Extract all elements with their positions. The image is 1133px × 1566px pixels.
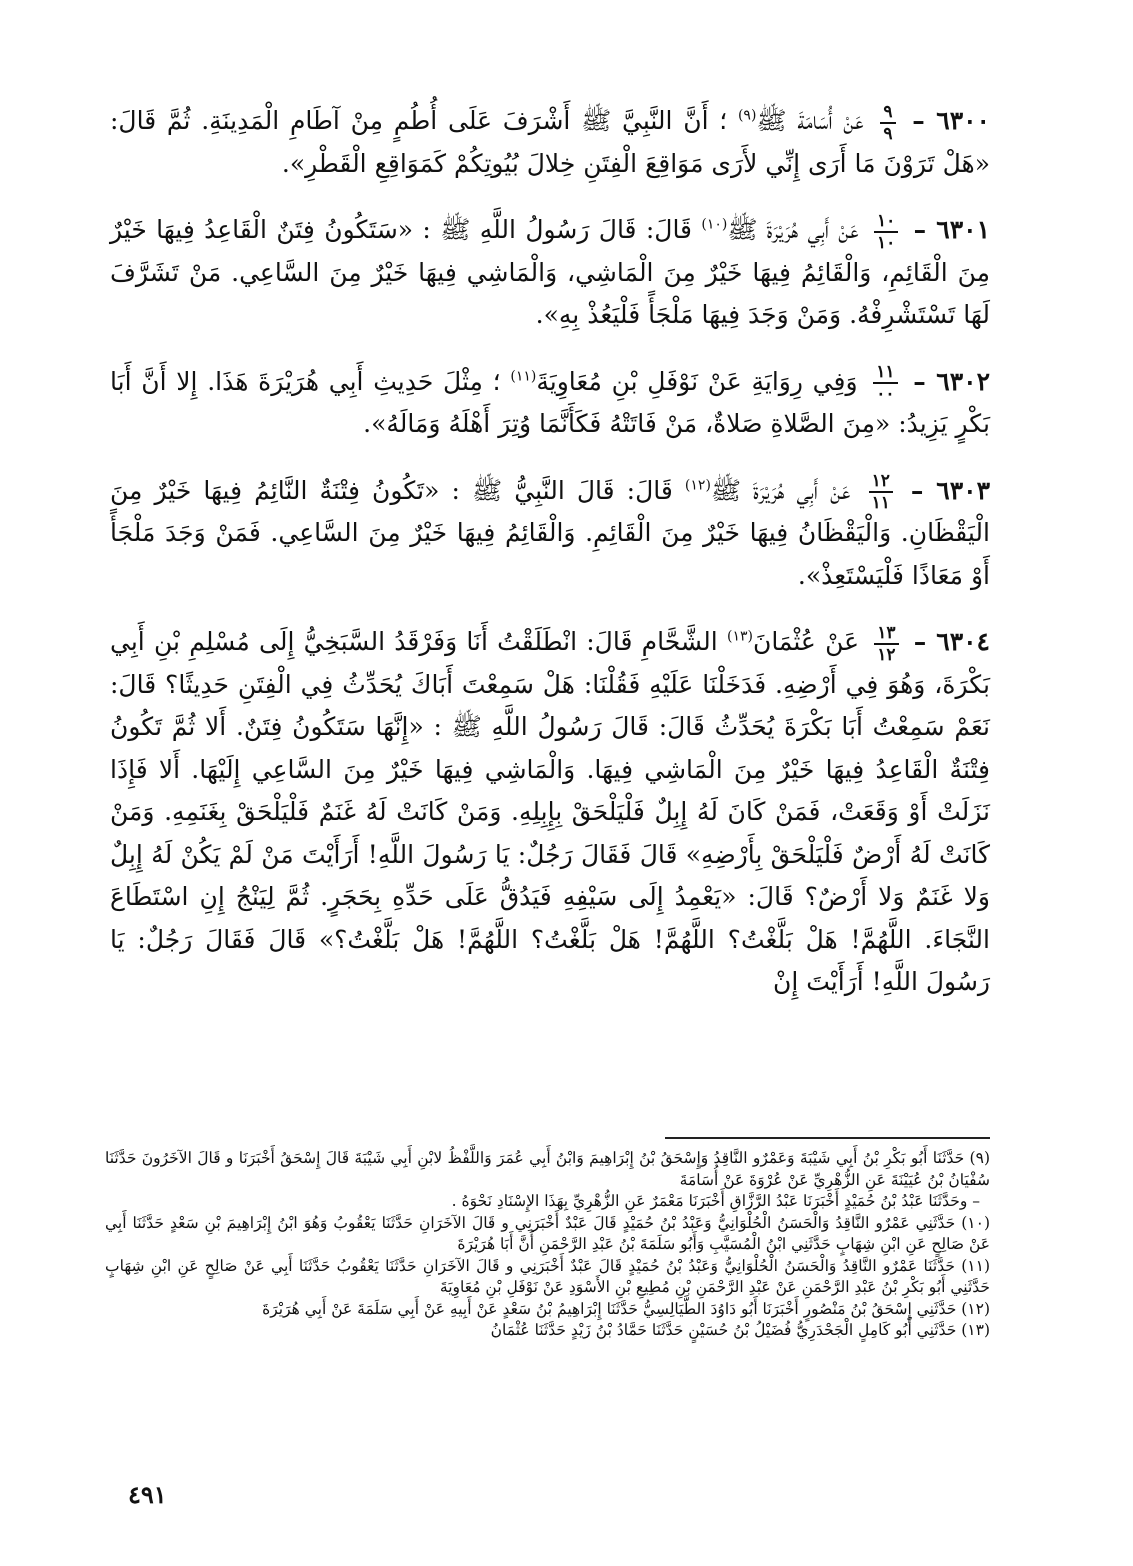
hadith-text-lead: عَنْ أَبِي هُرَيْرَةَ ﷺ: [727, 215, 859, 244]
hadith-number: ٦٣٠٢ –: [913, 366, 991, 396]
cross-reference: [873, 363, 897, 403]
footnotes: [105, 1148, 990, 1342]
footnote-9: (٩) حَدَّثَنَا أَبُو بَكْرِ بْنُ أَبِي شَيْبَةَ وَعَمْرٌو النَّاقِدُ وَإِسْحَقُ بْنُ إِبْرَاهِيمَ وَابْنُ أَبِي عُمَرَ وَاللَّفْظُ لابْنِ أَبِي شَيْبَةَ قَالَ إِسْحَقُ أَخْبَرَنَا و قَالَ الآخَرُونَ حَدَّثَنَا سُفْيَانُ بْنُ عُيَيْنَةَ عَنِ الزُّهْرِيِّ عَنْ عُرْوَةَ عَنْ أُسَامَةَ: [105, 1149, 990, 1189]
footnote-10: (١٠) حَدَّثَنِي عَمْرٌو النَّاقِدُ وَالْحَسَنُ الْحُلْوَانِيُّ وَعَبْدُ بْنُ حُمَيْدٍ قَالَ عَبْدٌ أَخْبَرَنِي و قَالَ الآخَرَانِ حَدَّثَنَا يَعْقُوبُ وَهُوَ ابْنُ إِبْرَاهِيمَ بْنِ سَعْدٍ حَدَّثَنَا أَبِي عَنْ صَالِحٍ عَنِ ابْنِ شِهَابٍ حَدَّثَنِي ابْنُ الْمُسَيَّبِ وَأَبُو سَلَمَةَ بْنُ عَبْدِ الرَّحْمَنِ أَنَّ أَبَا هُرَيْرَةَ: [105, 1213, 990, 1253]
cross-reference-top: ١٣: [874, 624, 898, 645]
hadith-text: ؛ مِثْلَ حَدِيثِ أَبِي هُرَيْرَةَ هَذَا. إِلا أَنَّ أَبَا بَكْرٍ يَزِيدُ: «مِنَ الصَّلاةِ صَلاةٌ، مَنْ فَاتَتْهُ فَكَأَنَّمَا وُتِرَ أَهْلَهُ وَمَالَهُ».: [110, 366, 990, 438]
page-number: ٤٩١: [128, 1480, 167, 1509]
hadith-text-lead: عَنْ أَبِي هُرَيْرَةَ ﷺ: [710, 475, 851, 505]
footnote-13: (١٣) حَدَّثَنِي أَبُو كَامِلٍ الْجَحْدَرِيُّ فُضَيْلُ بْنُ حُسَيْنٍ حَدَّثَنَا حَمَّادُ بْنُ زَيْدٍ حَدَّثَنَا عُثْمَانُ: [490, 1321, 990, 1339]
hadith-number: ٦٣٠١ –: [913, 215, 990, 244]
hadith-text: قَالَ: قَالَ النَّبِيُّ ﷺ : «تَكُونُ فِتْنَةٌ النَّائِمُ فِيهَا خَيْرٌ مِنَ الْيَقْظَانِ. وَالْيَقْظَانُ فِيهَا خَيْرٌ مِنَ الْقَائِمِ. وَالْقَائِمُ فِيهَا خَيْرٌ مِنَ السَّاعِي. فَمَنْ وَجَدَ مَلْجَأً أَوْ مَعَاذًا فَلْيَسْتَعِذْ».: [110, 475, 990, 590]
hadith-text-lead: عَنْ عُثْمَانَ: [752, 627, 860, 656]
footnote-marker: (٩): [737, 107, 757, 124]
hadith-6302: [110, 361, 990, 446]
hadith-6304: [110, 621, 990, 1004]
footnote-marker: (١٠): [701, 216, 728, 233]
cross-reference: [874, 624, 898, 664]
hadith-text: الشَّحَّامِ قَالَ: انْطَلَقْتُ أَنَا وَفَرْقَدُ السَّبَخِيُّ إِلَى مُسْلِمِ بْنِ أَبِي بَكْرَةَ، وَهُوَ فِي أَرْضِهِ. فَدَخَلْنَا عَلَيْهِ فَقُلْنَا: هَلْ سَمِعْتَ أَبَاكَ يُحَدِّثُ فِي الْفِتَنِ حَدِيثًا؟ قَالَ: نَعَمْ سَمِعْتُ أَبَا بَكْرَةَ يُحَدِّثُ قَالَ: قَالَ رَسُولُ اللَّهِ ﷺ : «إِنَّهَا سَتَكُونُ فِتَنٌ. أَلا ثُمَّ تَكُونُ فِتْنَةٌ الْقَاعِدُ فِيهَا خَيْرٌ مِنَ الْمَاشِي فِيهَا. وَالْمَاشِي فِيهَا خَيْرٌ مِنَ السَّاعِي إِلَيْهَا. أَلا فَإِذَا نَزَلَتْ أَوْ وَقَعَتْ، فَمَنْ كَانَ لَهُ إِبِلٌ فَلْيَلْحَقْ بِإِبِلِهِ. وَمَنْ كَانَتْ لَهُ غَنَمٌ فَلْيَلْحَقْ بِغَنَمِهِ. وَمَنْ كَانَتْ لَهُ أَرْضٌ فَلْيَلْحَقْ بِأَرْضِهِ» قَالَ فَقَالَ رَجُلٌ: يَا رَسُولَ اللَّهِ! أَرَأَيْتَ مَنْ لَمْ يَكُنْ لَهُ إِبِلٌ وَلا غَنَمٌ وَلا أَرْضٌ؟ قَالَ: «يَعْمِدُ إِلَى سَيْفِهِ فَيَدُقُّ عَلَى حَدِّهِ بِحَجَرٍ. ثُمَّ لِيَنْجُ إِنِ اسْتَطَاعَ النَّجَاءَ. اللَّهُمَّ! هَلْ بَلَّغْتُ؟ اللَّهُمَّ! هَلْ بَلَّغْتُ؟ اللَّهُمَّ! هَلْ بَلَّغْتُ؟» قَالَ فَقَالَ رَجُلٌ: يَا رَسُولَ اللَّهِ! أَرَأَيْتَ إِنْ: [110, 627, 990, 996]
cross-reference: [874, 212, 898, 252]
hadith-number: ٦٣٠٠ –: [912, 106, 990, 135]
cross-reference: [869, 472, 893, 512]
footnote-11: (١١) حَدَّثَنَا عَمْرٌو النَّاقِدُ وَالْحَسَنُ الْحُلْوَانِيُّ وَعَبْدُ بْنُ حُمَيْدٍ قَالَ عَبْدٌ أَخْبَرَنِي و قَالَ الآخَرَانِ حَدَّثَنَا يَعْقُوبُ حَدَّثَنَا أَبِي عَنْ صَالِحٍ عَنِ ابْنِ شِهَابٍ حَدَّثَنِي أَبُو بَكْرِ بْنُ عَبْدِ الرَّحْمَنِ عَنْ عَبْدِ الرَّحْمَنِ بْنِ مُطِيعِ بْنِ الأَسْوَدِ عَنْ نَوْفَلِ بْنِ مُعَاوِيَةَ: [105, 1256, 990, 1296]
hadith-text-lead: عَنْ أُسَامَةَ ﷺ: [756, 106, 864, 135]
hadith-text: قَالَ: قَالَ رَسُولُ اللَّهِ ﷺ : «سَتَكُونُ فِتَنٌ الْقَاعِدُ فِيهَا خَيْرٌ مِنَ الْقَائِمِ، وَالْقَائِمُ فِيهَا خَيْرٌ مِنَ الْمَاشِي، وَالْمَاشِي فِيهَا خَيْرٌ مِنَ السَّاعِي. مَنْ تَشَرَّفَ لَهَا تَسْتَشْرِفْهُ. وَمَنْ وَجَدَ فِيهَا مَلْجَأً فَلْيَعُذْ بِهِ».: [110, 215, 990, 329]
cross-reference-bottom: ٩: [883, 123, 893, 144]
footnote-12: (١٢) حَدَّثَنِي إِسْحَقُ بْنُ مَنْصُورٍ أَخْبَرَنَا أَبُو دَاوُدَ الطَّيَالِسِيُّ حَدَّثَنَا إِبْرَاهِيمُ بْنُ سَعْدٍ عَنْ أَبِيهِ عَنْ أَبِي سَلَمَةَ عَنْ أَبِي هُرَيْرَةَ: [262, 1299, 990, 1318]
cross-reference: [880, 103, 895, 143]
cross-reference-bottom: ١١: [871, 493, 890, 513]
hadith-text-lead: وَفِي رِوَايَةِ عَنْ نَوْفَلِ بْنِ مُعَاوِيَةَ: [536, 366, 858, 396]
hadith-6301: [110, 209, 990, 337]
cross-reference-top: ١٠: [874, 212, 898, 233]
hadith-6303: [110, 470, 990, 598]
cross-reference-top: ١٢: [869, 472, 893, 493]
page-body: [110, 100, 990, 1028]
footnote-marker: (١٢): [684, 477, 711, 494]
footnote-9-addendum: – وحَدَّثَنَا عَبْدُ بْنُ حُمَيْدٍ أَخْبَرَنَا عَبْدُ الرَّزَّاقِ أَخْبَرَنَا مَعْمَرٌ عَنِ الزُّهْرِيِّ بِهَذَا الإِسْنَادِ نَحْوَهُ .: [451, 1192, 980, 1210]
cross-reference-bottom: ١٠: [877, 232, 896, 253]
hadith-6300: [110, 100, 990, 185]
hadith-number: ٦٣٠٤ –: [913, 627, 990, 656]
hadith-text: ؛ أَنَّ النَّبِيَّ ﷺ أَشْرَفَ عَلَى أُطُمٍ مِنْ آطَامِ الْمَدِينَةِ. ثُمَّ قَالَ: «هَلْ تَرَوْنَ مَا أَرَى إِنِّي لأَرَى مَوَاقِعَ الْفِتَنِ خِلالَ بُيُوتِكُمْ كَمَوَاقِعِ الْقَطْرِ».: [110, 106, 990, 178]
footnote-marker: (١٣): [726, 628, 753, 645]
cross-reference-bottom: ٠٠: [876, 384, 895, 404]
hadith-number: ٦٣٠٣ –: [910, 475, 990, 505]
footnote-marker: (١١): [510, 368, 537, 385]
cross-reference-bottom: ١٢: [877, 644, 896, 665]
cross-reference-top: ٩: [880, 103, 895, 124]
footnote-separator: [665, 1137, 990, 1139]
cross-reference-top: ١١: [873, 363, 897, 384]
